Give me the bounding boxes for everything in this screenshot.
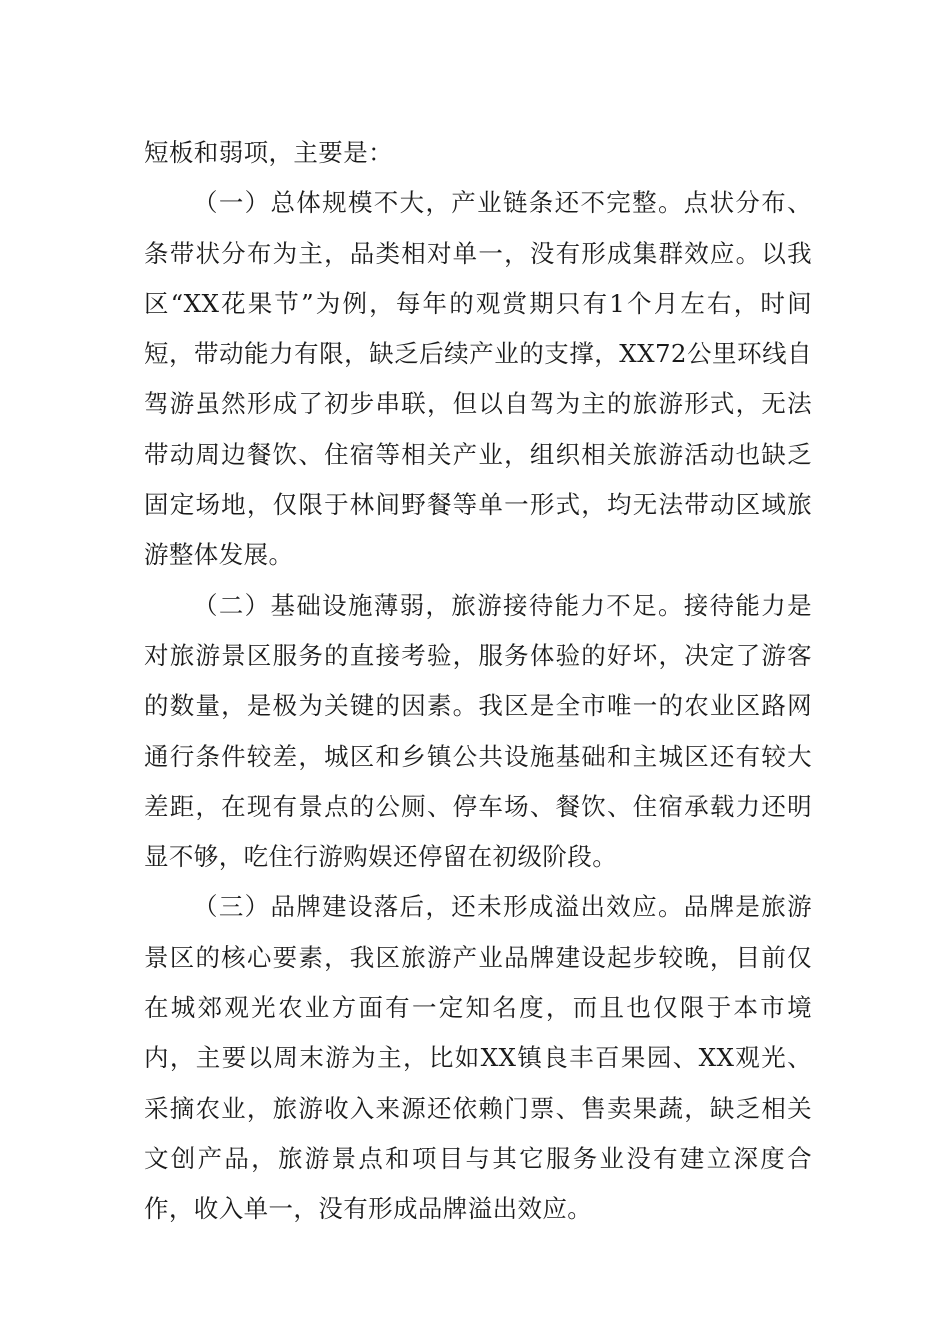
paragraph-section-2: （二）基础设施薄弱，旅游接待能力不足。接待能力是对旅游景区服务的直接考验，服务体验的好坏，决定了游客的数量，是极为关键的因素。我区是全市唯一的农业区路网通行条件较差，城区和乡镇公共设施基础和主城区还有较大差距，在现有景点的公厕、停车场、餐饮、住宿承载力还明显不够，吃住行游购娱还停留在初级阶段。 (144, 590, 812, 872)
paragraph-section-1: （一）总体规模不大，产业链条还不完整。点状分布、条带状分布为主，品类相对单一，没有形成集群效应。以我区“XX花果节”为例，每年的观赏期只有1个月左右，时间短，带动能力有限，缺乏后续产业的支撑，XX72公里环线自驾游虽然形成了初步串联，但以自驾为主的旅游形式，无法带动周边餐饮、住宿等相关产业，组织相关旅游活动也缺乏固定场地，仅限于林间野餐等单一形式，均无法带动区域旅游整体发展。 (144, 188, 812, 570)
paragraph-section-3: （三）品牌建设落后，还未形成溢出效应。品牌是旅游景区的核心要素，我区旅游产业品牌建设起步较晚，目前仅在城郊观光农业方面有一定知名度，而且也仅限于本市境内，主要以周末游为主，比如XX镇良丰百果园、XX观光、采摘农业，旅游收入来源还依赖门票、售卖果蔬，缺乏相关文创产品，旅游景点和项目与其它服务业没有建立深度合作，收入单一，没有形成品牌溢出效应。 (144, 892, 812, 1224)
document-body (144, 128, 812, 1235)
paragraph-intro: 短板和弱项，主要是： (144, 138, 393, 167)
